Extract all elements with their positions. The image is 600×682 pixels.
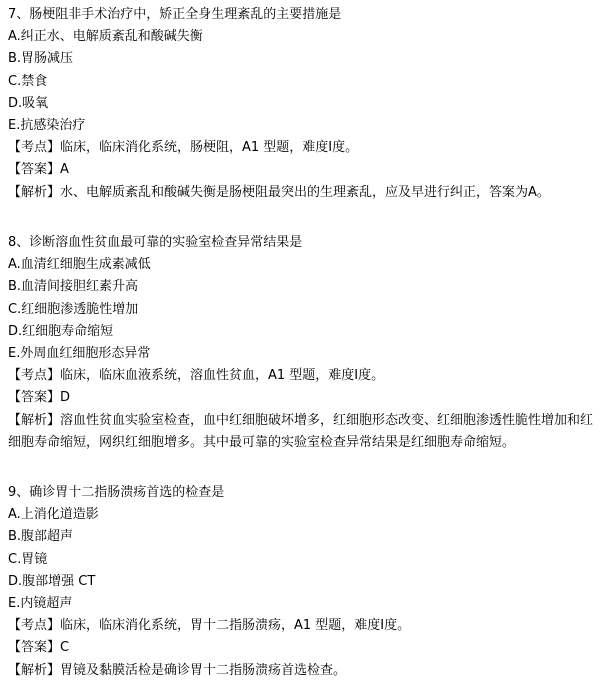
kaodian-label: 【考点】: [8, 618, 61, 634]
option-b: B.腹部超声: [8, 529, 74, 545]
kaodian-label: 【考点】: [8, 368, 61, 384]
question-stem: 9、确诊胃十二指肠溃疡首选的检查是: [8, 485, 225, 500]
option-c: C.红细胞渗透脆性增加: [8, 301, 139, 317]
option-e: E.抗感染治疗: [8, 117, 86, 133]
option-c: C.胃镜: [8, 551, 48, 567]
question-block: [8, 232, 596, 454]
analysis-label: 【解析】: [8, 184, 61, 200]
analysis-text: 水、电解质紊乱和酸碱失衡是肠梗阻最突出的生理紊乱，应及早进行纠正，答案为A。: [60, 184, 550, 200]
option-a: A.血清红细胞生成素减低: [8, 257, 151, 273]
kaodian-label: 【考点】: [8, 140, 61, 156]
kaodian-row: [8, 615, 596, 637]
answer-label: 【答案】: [8, 162, 61, 178]
analysis-row: [8, 410, 596, 454]
answer-label: 【答案】: [8, 640, 61, 656]
option-e: E.内镜超声: [8, 595, 73, 611]
analysis-row: [8, 182, 596, 204]
answer-row: [8, 159, 596, 181]
question-stem: 7、肠梗阻非手术治疗中，矫正全身生理紊乱的主要措施是: [8, 7, 342, 22]
kaodian-text: 临床，临床消化系统，胃十二指肠溃疡，A1 型题，难度Ⅰ度。: [60, 618, 411, 634]
option-b: B.胃肠减压: [8, 51, 74, 67]
option-b: B.血清间接胆红素升高: [8, 279, 139, 295]
option-d: D.红细胞寿命缩短: [8, 323, 114, 339]
analysis-row: [8, 660, 596, 682]
kaodian-row: [8, 137, 596, 159]
answer-text: A: [60, 162, 69, 178]
answer-text: D: [60, 390, 71, 406]
analysis-label: 【解析】: [8, 412, 61, 428]
answer-row: [8, 637, 596, 659]
analysis-text: 溶血性贫血实验室检查，血中红细胞破坏增多，红细胞形态改变、红细胞渗透性脆性增加和红细胞寿命缩短，网织红细胞增多。其中最可靠的实验室检查异常结果是红细胞寿命缩短。: [8, 412, 594, 450]
answer-label: 【答案】: [8, 390, 61, 406]
question-stem: 8、诊断溶血性贫血最可靠的实验室检查异常结果是: [8, 235, 303, 250]
option-e: E.外周血红细胞形态异常: [8, 345, 151, 361]
option-d: D.吸氧: [8, 95, 49, 111]
option-a: A.上消化道造影: [8, 507, 99, 523]
kaodian-row: [8, 365, 596, 387]
kaodian-text: 临床，临床血液系统，溶血性贫血，A1 型题，难度Ⅰ度。: [60, 368, 385, 384]
answer-row: [8, 387, 596, 409]
kaodian-text: 临床，临床消化系统，肠梗阻，A1 型题，难度Ⅰ度。: [60, 140, 359, 156]
answer-text: C: [60, 640, 70, 656]
option-a: A.纠正水、电解质紊乱和酸碱失衡: [8, 29, 203, 45]
option-c: C.禁食: [8, 73, 48, 89]
question-block: [8, 482, 596, 682]
analysis-text: 胃镜及黏膜活检是确诊胃十二指肠溃疡首选检查。: [60, 662, 347, 678]
analysis-label: 【解析】: [8, 662, 61, 678]
question-block: [8, 4, 596, 204]
option-d: D.腹部增强 CT: [8, 573, 96, 589]
